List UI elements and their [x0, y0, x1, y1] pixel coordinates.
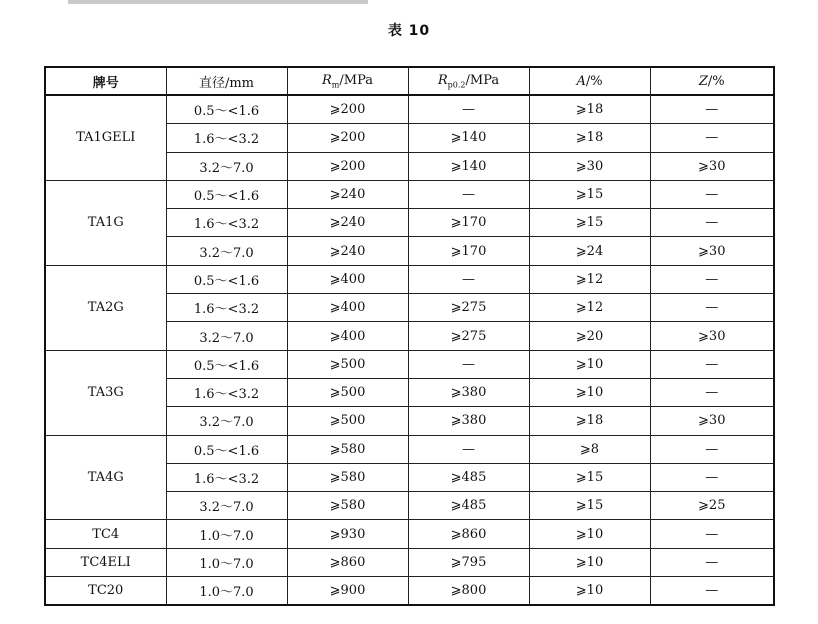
cropped-text-strip: [68, 0, 368, 4]
diameter-cell: 0.5～<1.6: [166, 350, 287, 378]
a-cell: ⩾10: [529, 577, 650, 606]
z-cell: —: [650, 548, 774, 576]
diameter-cell: 1.0～7.0: [166, 577, 287, 606]
grade-cell: TA1G: [45, 180, 166, 265]
diameter-cell: 0.5～<1.6: [166, 265, 287, 293]
table-row: [45, 350, 774, 378]
rm-cell: ⩾240: [287, 180, 408, 208]
grade-cell: TC4: [45, 520, 166, 548]
table-body: [45, 95, 774, 605]
table-row: [45, 435, 774, 463]
z-cell: —: [650, 209, 774, 237]
header-z: Z/%: [650, 67, 774, 95]
rm-cell: ⩾930: [287, 520, 408, 548]
diameter-cell: 1.6～<3.2: [166, 294, 287, 322]
a-cell: ⩾24: [529, 237, 650, 265]
rp-cell: —: [408, 350, 529, 378]
rp-cell: ⩾485: [408, 463, 529, 491]
z-cell: —: [650, 577, 774, 606]
rp-cell: ⩾275: [408, 322, 529, 350]
diameter-cell: 1.0～7.0: [166, 548, 287, 576]
diameter-cell: 3.2～7.0: [166, 407, 287, 435]
a-cell: ⩾15: [529, 463, 650, 491]
table-row: [45, 265, 774, 293]
a-cell: ⩾20: [529, 322, 650, 350]
rp-cell: —: [408, 435, 529, 463]
z-cell: —: [650, 463, 774, 491]
rm-cell: ⩾200: [287, 152, 408, 180]
diameter-cell: 3.2～7.0: [166, 492, 287, 520]
table-row: [45, 520, 774, 548]
rp-cell: ⩾380: [408, 407, 529, 435]
a-cell: ⩾15: [529, 492, 650, 520]
a-cell: ⩾10: [529, 520, 650, 548]
rm-cell: ⩾400: [287, 322, 408, 350]
rp-cell: —: [408, 180, 529, 208]
rp-cell: ⩾140: [408, 124, 529, 152]
a-cell: ⩾18: [529, 407, 650, 435]
header-row: [45, 67, 774, 95]
diameter-cell: 3.2～7.0: [166, 237, 287, 265]
diameter-cell: 0.5～<1.6: [166, 180, 287, 208]
a-cell: ⩾12: [529, 265, 650, 293]
z-cell: ⩾25: [650, 492, 774, 520]
rp-cell: ⩾140: [408, 152, 529, 180]
rm-cell: ⩾580: [287, 435, 408, 463]
z-cell: —: [650, 265, 774, 293]
table-row: [45, 577, 774, 606]
header-a: A/%: [529, 67, 650, 95]
z-cell: ⩾30: [650, 152, 774, 180]
table-row: [45, 548, 774, 576]
grade-cell: TC4ELI: [45, 548, 166, 576]
rp-cell: —: [408, 95, 529, 124]
rp-cell: ⩾170: [408, 209, 529, 237]
rp-cell: ⩾485: [408, 492, 529, 520]
a-cell: ⩾8: [529, 435, 650, 463]
diameter-cell: 3.2～7.0: [166, 322, 287, 350]
diameter-cell: 1.6～<3.2: [166, 378, 287, 406]
z-cell: ⩾30: [650, 322, 774, 350]
a-cell: ⩾10: [529, 378, 650, 406]
z-cell: —: [650, 180, 774, 208]
z-cell: —: [650, 378, 774, 406]
grade-cell: TA2G: [45, 265, 166, 350]
z-cell: —: [650, 294, 774, 322]
rm-cell: ⩾500: [287, 407, 408, 435]
a-cell: ⩾18: [529, 124, 650, 152]
z-cell: ⩾30: [650, 237, 774, 265]
header-rm: $R_m$/MPa: [287, 67, 408, 95]
table-row: [45, 95, 774, 124]
diameter-cell: 1.6～<3.2: [166, 463, 287, 491]
header-grade: 牌号: [45, 67, 166, 95]
grade-cell: TA1GELI: [45, 95, 166, 180]
grade-cell: TC20: [45, 577, 166, 606]
diameter-cell: 3.2～7.0: [166, 152, 287, 180]
rm-cell: ⩾200: [287, 124, 408, 152]
a-cell: ⩾12: [529, 294, 650, 322]
rm-cell: ⩾500: [287, 350, 408, 378]
a-cell: ⩾10: [529, 350, 650, 378]
rm-cell: ⩾500: [287, 378, 408, 406]
z-cell: ⩾30: [650, 407, 774, 435]
diameter-cell: 1.0～7.0: [166, 520, 287, 548]
rp-cell: —: [408, 265, 529, 293]
rm-cell: ⩾240: [287, 237, 408, 265]
rp-cell: ⩾795: [408, 548, 529, 576]
rm-cell: ⩾860: [287, 548, 408, 576]
rm-cell: ⩾580: [287, 463, 408, 491]
diameter-cell: 0.5～<1.6: [166, 95, 287, 124]
grade-cell: TA4G: [45, 435, 166, 520]
z-cell: —: [650, 350, 774, 378]
z-cell: —: [650, 124, 774, 152]
a-cell: ⩾10: [529, 548, 650, 576]
rm-cell: ⩾900: [287, 577, 408, 606]
a-cell: ⩾30: [529, 152, 650, 180]
properties-table: [44, 66, 775, 606]
rp-cell: ⩾860: [408, 520, 529, 548]
diameter-cell: 1.6～<3.2: [166, 124, 287, 152]
header-rp02: $R_{p0.2}$/MPa: [408, 67, 529, 95]
header-diameter: 直径/mm: [166, 67, 287, 95]
table-caption: 表 10: [387, 23, 431, 39]
rm-cell: ⩾400: [287, 294, 408, 322]
diameter-cell: 1.6～<3.2: [166, 209, 287, 237]
rp-cell: ⩾800: [408, 577, 529, 606]
rp-cell: ⩾170: [408, 237, 529, 265]
rm-cell: ⩾200: [287, 95, 408, 124]
rp-cell: ⩾275: [408, 294, 529, 322]
z-cell: —: [650, 435, 774, 463]
rm-cell: ⩾580: [287, 492, 408, 520]
table-row: [45, 180, 774, 208]
z-cell: —: [650, 95, 774, 124]
a-cell: ⩾18: [529, 95, 650, 124]
rp-cell: ⩾380: [408, 378, 529, 406]
grade-cell: TA3G: [45, 350, 166, 435]
a-cell: ⩾15: [529, 180, 650, 208]
rm-cell: ⩾400: [287, 265, 408, 293]
diameter-cell: 0.5～<1.6: [166, 435, 287, 463]
z-cell: —: [650, 520, 774, 548]
a-cell: ⩾15: [529, 209, 650, 237]
rm-cell: ⩾240: [287, 209, 408, 237]
